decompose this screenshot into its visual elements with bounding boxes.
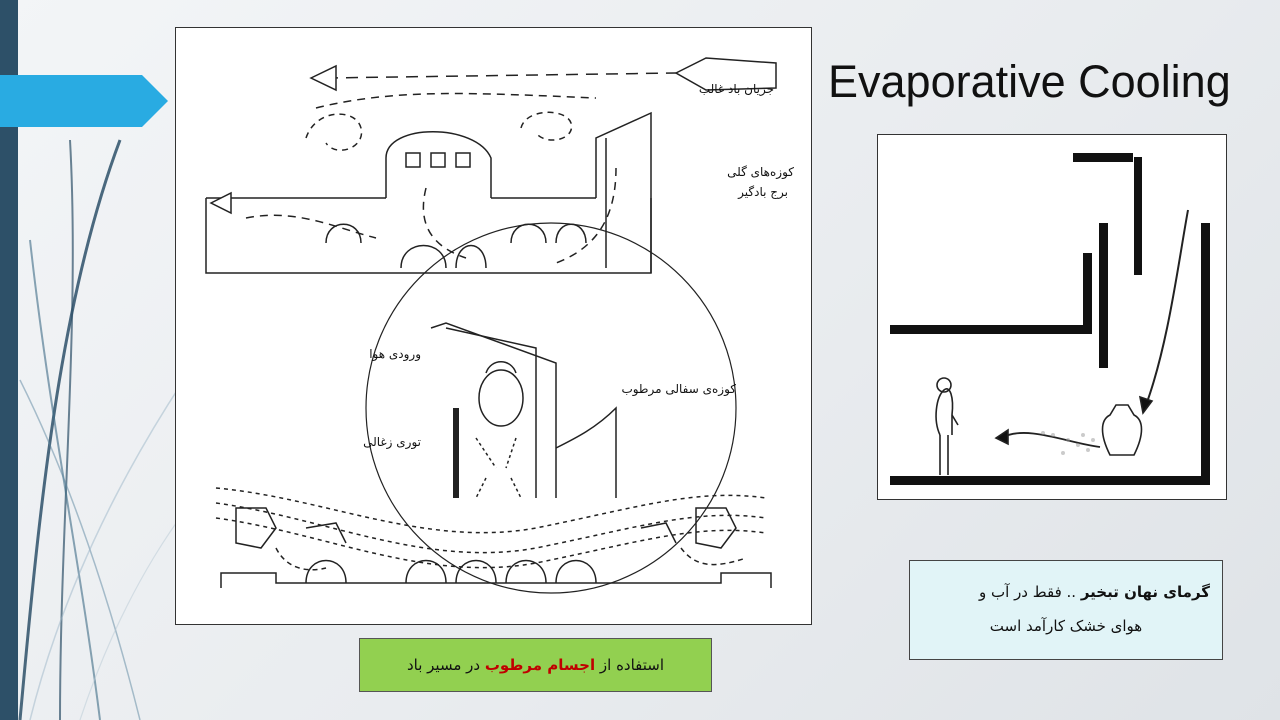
note-text-rest: .. فقط در آب و [979,583,1081,601]
label-wet-clay-jar: کوزه‌ی سفالی مرطوب [621,382,736,396]
latent-heat-note [909,560,1223,660]
accent-arrow-shape [0,75,168,127]
label-windcatcher-tower: برج بادگیر [738,185,788,199]
wet-objects-caption [359,638,712,692]
slide-title: Evaporative Cooling [828,56,1231,107]
wind-shaft-jar-diagram [877,134,1227,500]
label-prevailing-wind: جریان باد غالب [698,82,774,96]
note-bold-text: گرمای نهان تبخیر [1080,583,1210,601]
caption-text-after: در مسیر باد [406,656,485,674]
caption-text-before: استفاده از [595,656,665,674]
windcatcher-section-diagram [175,27,812,625]
note-line-1 [922,575,1210,609]
caption-highlight: اجسام مرطوب [484,656,596,674]
label-charcoal-mesh: توری زغالی [363,435,421,449]
note-line-2: هوای خشک کارآمد است [989,617,1143,635]
label-air-inlet: ورودی هوا [369,347,421,361]
label-clay-jars: کوزه‌های گلی [727,165,794,179]
